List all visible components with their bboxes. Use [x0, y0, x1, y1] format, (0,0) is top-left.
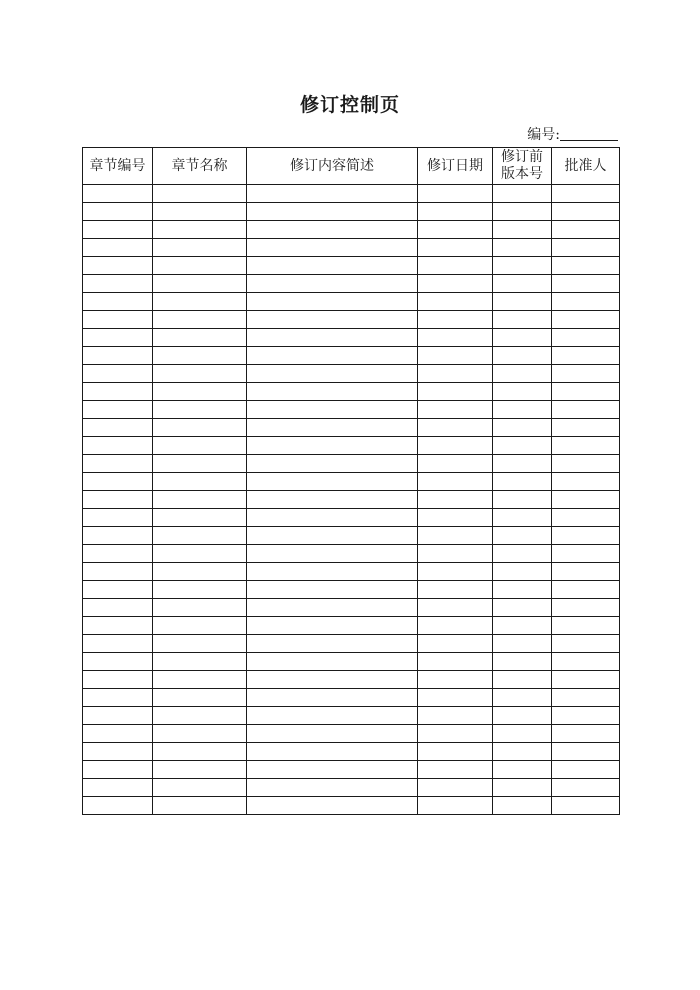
cell-chapter-number[interactable] — [83, 221, 153, 239]
table-row — [83, 275, 620, 293]
cell-chapter-number[interactable] — [83, 653, 153, 671]
cell-revision-date[interactable] — [418, 203, 493, 221]
table-row — [83, 185, 620, 203]
cell-chapter-number[interactable] — [83, 203, 153, 221]
cell-previous-version[interactable] — [493, 581, 552, 599]
cell-revision-summary[interactable] — [247, 437, 418, 455]
cell-revision-date[interactable] — [418, 635, 493, 653]
cell-chapter-name[interactable] — [153, 329, 247, 347]
cell-chapter-number[interactable] — [83, 437, 153, 455]
header-approver: 批准人 — [552, 148, 620, 185]
table-row — [83, 635, 620, 653]
header-revision-summary: 修订内容简述 — [247, 148, 418, 185]
cell-revision-summary[interactable] — [247, 257, 418, 275]
cell-revision-summary[interactable] — [247, 473, 418, 491]
document-number-label: 编号: — [527, 127, 560, 143]
cell-chapter-name[interactable] — [153, 221, 247, 239]
cell-revision-summary[interactable] — [247, 635, 418, 653]
cell-chapter-number[interactable] — [83, 617, 153, 635]
cell-revision-summary[interactable] — [247, 455, 418, 473]
cell-revision-summary[interactable] — [247, 599, 418, 617]
cell-revision-summary[interactable] — [247, 365, 418, 383]
cell-approver[interactable] — [552, 203, 620, 221]
cell-previous-version[interactable] — [493, 653, 552, 671]
cell-revision-date[interactable] — [418, 257, 493, 275]
cell-previous-version[interactable] — [493, 743, 552, 761]
cell-revision-summary[interactable] — [247, 671, 418, 689]
cell-chapter-name[interactable] — [153, 581, 247, 599]
cell-previous-version[interactable] — [493, 311, 552, 329]
cell-revision-date[interactable] — [418, 725, 493, 743]
table-row — [83, 545, 620, 563]
cell-chapter-name[interactable] — [153, 203, 247, 221]
cell-revision-summary[interactable] — [247, 725, 418, 743]
cell-revision-date[interactable] — [418, 401, 493, 419]
cell-previous-version[interactable] — [493, 707, 552, 725]
cell-chapter-number[interactable] — [83, 671, 153, 689]
cell-chapter-name[interactable] — [153, 491, 247, 509]
cell-previous-version[interactable] — [493, 257, 552, 275]
cell-revision-date[interactable] — [418, 455, 493, 473]
table-row — [83, 491, 620, 509]
cell-revision-summary[interactable] — [247, 617, 418, 635]
cell-approver[interactable] — [552, 329, 620, 347]
cell-chapter-number[interactable] — [83, 797, 153, 815]
cell-previous-version[interactable] — [493, 491, 552, 509]
cell-revision-date[interactable] — [418, 653, 493, 671]
cell-previous-version[interactable] — [493, 419, 552, 437]
cell-revision-date[interactable] — [418, 293, 493, 311]
cell-chapter-name[interactable] — [153, 419, 247, 437]
table-row — [83, 779, 620, 797]
cell-revision-summary[interactable] — [247, 797, 418, 815]
cell-revision-date[interactable] — [418, 239, 493, 257]
cell-chapter-name[interactable] — [153, 635, 247, 653]
cell-revision-summary[interactable] — [247, 545, 418, 563]
cell-approver[interactable] — [552, 689, 620, 707]
cell-approver[interactable] — [552, 221, 620, 239]
cell-revision-date[interactable] — [418, 689, 493, 707]
table-row — [83, 401, 620, 419]
cell-revision-date[interactable] — [418, 347, 493, 365]
cell-approver[interactable] — [552, 365, 620, 383]
cell-revision-summary[interactable] — [247, 275, 418, 293]
table-row — [83, 725, 620, 743]
table-row — [83, 653, 620, 671]
cell-revision-summary[interactable] — [247, 419, 418, 437]
table-row — [83, 383, 620, 401]
cell-revision-date[interactable] — [418, 329, 493, 347]
cell-approver[interactable] — [552, 743, 620, 761]
table-row — [83, 761, 620, 779]
cell-approver[interactable] — [552, 293, 620, 311]
cell-previous-version[interactable] — [493, 797, 552, 815]
cell-approver[interactable] — [552, 671, 620, 689]
cell-approver[interactable] — [552, 185, 620, 203]
cell-revision-summary[interactable] — [247, 653, 418, 671]
table-row — [83, 707, 620, 725]
cell-approver[interactable] — [552, 581, 620, 599]
cell-previous-version[interactable] — [493, 221, 552, 239]
cell-revision-summary[interactable] — [247, 707, 418, 725]
cell-chapter-name[interactable] — [153, 545, 247, 563]
table-row — [83, 509, 620, 527]
cell-approver[interactable] — [552, 509, 620, 527]
cell-previous-version[interactable] — [493, 185, 552, 203]
cell-previous-version[interactable] — [493, 599, 552, 617]
cell-chapter-number[interactable] — [83, 311, 153, 329]
cell-previous-version[interactable] — [493, 401, 552, 419]
header-revision-date: 修订日期 — [418, 148, 493, 185]
cell-chapter-number[interactable] — [83, 635, 153, 653]
cell-revision-summary[interactable] — [247, 221, 418, 239]
table-row — [83, 221, 620, 239]
cell-revision-summary[interactable] — [247, 347, 418, 365]
cell-revision-date[interactable] — [418, 563, 493, 581]
cell-previous-version[interactable] — [493, 455, 552, 473]
cell-revision-summary[interactable] — [247, 527, 418, 545]
cell-previous-version[interactable] — [493, 563, 552, 581]
table-row — [83, 743, 620, 761]
cell-chapter-number[interactable] — [83, 563, 153, 581]
cell-chapter-name[interactable] — [153, 797, 247, 815]
cell-revision-date[interactable] — [418, 707, 493, 725]
cell-chapter-name[interactable] — [153, 239, 247, 257]
cell-revision-summary[interactable] — [247, 311, 418, 329]
cell-revision-summary[interactable] — [247, 383, 418, 401]
cell-previous-version[interactable] — [493, 509, 552, 527]
cell-revision-summary[interactable] — [247, 491, 418, 509]
cell-chapter-number[interactable] — [83, 527, 153, 545]
cell-approver[interactable] — [552, 707, 620, 725]
table-row — [83, 797, 620, 815]
cell-approver[interactable] — [552, 653, 620, 671]
page-title: 修订控制页 — [299, 94, 400, 116]
cell-chapter-number[interactable] — [83, 761, 153, 779]
cell-chapter-number[interactable] — [83, 779, 153, 797]
header-chapter-name: 章节名称 — [153, 148, 247, 185]
cell-revision-date[interactable] — [418, 797, 493, 815]
cell-previous-version[interactable] — [493, 689, 552, 707]
cell-chapter-name[interactable] — [153, 617, 247, 635]
table-row — [83, 329, 620, 347]
cell-revision-date[interactable] — [418, 473, 493, 491]
table-row — [83, 599, 620, 617]
table-row — [83, 689, 620, 707]
cell-chapter-number[interactable] — [83, 509, 153, 527]
cell-previous-version[interactable] — [493, 383, 552, 401]
cell-chapter-name[interactable] — [153, 257, 247, 275]
table-row — [83, 239, 620, 257]
cell-revision-summary[interactable] — [247, 743, 418, 761]
cell-previous-version[interactable] — [493, 239, 552, 257]
cell-revision-date[interactable] — [418, 509, 493, 527]
cell-chapter-number[interactable] — [83, 293, 153, 311]
cell-revision-date[interactable] — [418, 419, 493, 437]
cell-revision-date[interactable] — [418, 761, 493, 779]
cell-approver[interactable] — [552, 383, 620, 401]
cell-chapter-name[interactable] — [153, 293, 247, 311]
cell-chapter-number[interactable] — [83, 185, 153, 203]
cell-revision-date[interactable] — [418, 275, 493, 293]
table-row — [83, 563, 620, 581]
cell-chapter-number[interactable] — [83, 401, 153, 419]
cell-revision-summary[interactable] — [247, 689, 418, 707]
cell-approver[interactable] — [552, 347, 620, 365]
cell-chapter-number[interactable] — [83, 689, 153, 707]
table-row — [83, 293, 620, 311]
cell-chapter-name[interactable] — [153, 365, 247, 383]
cell-chapter-name[interactable] — [153, 455, 247, 473]
cell-previous-version[interactable] — [493, 671, 552, 689]
cell-previous-version[interactable] — [493, 203, 552, 221]
cell-revision-date[interactable] — [418, 185, 493, 203]
table-row — [83, 347, 620, 365]
cell-revision-date[interactable] — [418, 437, 493, 455]
table-body — [83, 185, 620, 815]
cell-chapter-name[interactable] — [153, 473, 247, 491]
cell-previous-version[interactable] — [493, 365, 552, 383]
cell-chapter-number[interactable] — [83, 383, 153, 401]
cell-previous-version[interactable] — [493, 473, 552, 491]
cell-chapter-number[interactable] — [83, 473, 153, 491]
table-row — [83, 365, 620, 383]
cell-revision-summary[interactable] — [247, 329, 418, 347]
cell-revision-date[interactable] — [418, 599, 493, 617]
cell-chapter-name[interactable] — [153, 725, 247, 743]
cell-chapter-number[interactable] — [83, 275, 153, 293]
cell-chapter-number[interactable] — [83, 455, 153, 473]
cell-chapter-name[interactable] — [153, 185, 247, 203]
cell-approver[interactable] — [552, 599, 620, 617]
cell-previous-version[interactable] — [493, 545, 552, 563]
revision-table — [82, 147, 620, 815]
cell-approver[interactable] — [552, 311, 620, 329]
cell-chapter-name[interactable] — [153, 509, 247, 527]
cell-chapter-name[interactable] — [153, 401, 247, 419]
cell-previous-version[interactable] — [493, 275, 552, 293]
cell-chapter-number[interactable] — [83, 725, 153, 743]
cell-chapter-name[interactable] — [153, 527, 247, 545]
table-header-row — [83, 148, 620, 185]
cell-previous-version[interactable] — [493, 617, 552, 635]
cell-previous-version[interactable] — [493, 725, 552, 743]
cell-revision-date[interactable] — [418, 311, 493, 329]
cell-approver[interactable] — [552, 275, 620, 293]
cell-chapter-name[interactable] — [153, 653, 247, 671]
cell-revision-date[interactable] — [418, 221, 493, 239]
cell-revision-date[interactable] — [418, 617, 493, 635]
cell-chapter-number[interactable] — [83, 545, 153, 563]
cell-revision-date[interactable] — [418, 743, 493, 761]
document-number-field[interactable] — [560, 126, 618, 141]
cell-revision-summary[interactable] — [247, 581, 418, 599]
table-row — [83, 419, 620, 437]
header-chapter-number: 章节编号 — [83, 148, 153, 185]
cell-revision-date[interactable] — [418, 491, 493, 509]
cell-chapter-name[interactable] — [153, 779, 247, 797]
cell-revision-date[interactable] — [418, 581, 493, 599]
cell-revision-summary[interactable] — [247, 563, 418, 581]
document-number — [460, 124, 618, 144]
cell-chapter-number[interactable] — [83, 239, 153, 257]
cell-chapter-name[interactable] — [153, 599, 247, 617]
cell-approver[interactable] — [552, 761, 620, 779]
cell-revision-date[interactable] — [418, 527, 493, 545]
cell-chapter-name[interactable] — [153, 743, 247, 761]
cell-revision-summary[interactable] — [247, 185, 418, 203]
cell-revision-summary[interactable] — [247, 761, 418, 779]
cell-chapter-name[interactable] — [153, 383, 247, 401]
cell-chapter-number[interactable] — [83, 599, 153, 617]
cell-approver[interactable] — [552, 491, 620, 509]
cell-approver[interactable] — [552, 527, 620, 545]
cell-previous-version[interactable] — [493, 761, 552, 779]
table-row — [83, 473, 620, 491]
cell-chapter-number[interactable] — [83, 329, 153, 347]
cell-approver[interactable] — [552, 473, 620, 491]
cell-revision-summary[interactable] — [247, 203, 418, 221]
table-row — [83, 527, 620, 545]
cell-approver[interactable] — [552, 455, 620, 473]
cell-chapter-name[interactable] — [153, 275, 247, 293]
cell-revision-summary[interactable] — [247, 509, 418, 527]
cell-approver[interactable] — [552, 401, 620, 419]
cell-chapter-name[interactable] — [153, 311, 247, 329]
cell-previous-version[interactable] — [493, 347, 552, 365]
cell-chapter-number[interactable] — [83, 491, 153, 509]
table-row — [83, 671, 620, 689]
cell-chapter-name[interactable] — [153, 437, 247, 455]
cell-chapter-name[interactable] — [153, 563, 247, 581]
cell-approver[interactable] — [552, 239, 620, 257]
cell-previous-version[interactable] — [493, 635, 552, 653]
cell-chapter-name[interactable] — [153, 671, 247, 689]
cell-approver[interactable] — [552, 545, 620, 563]
cell-approver[interactable] — [552, 563, 620, 581]
cell-chapter-number[interactable] — [83, 365, 153, 383]
cell-chapter-name[interactable] — [153, 689, 247, 707]
cell-revision-date[interactable] — [418, 383, 493, 401]
cell-revision-summary[interactable] — [247, 239, 418, 257]
cell-revision-date[interactable] — [418, 365, 493, 383]
cell-previous-version[interactable] — [493, 779, 552, 797]
cell-approver[interactable] — [552, 257, 620, 275]
table-row — [83, 437, 620, 455]
cell-chapter-number[interactable] — [83, 707, 153, 725]
cell-previous-version[interactable] — [493, 329, 552, 347]
cell-chapter-number[interactable] — [83, 257, 153, 275]
cell-previous-version[interactable] — [493, 437, 552, 455]
cell-revision-summary[interactable] — [247, 401, 418, 419]
cell-revision-date[interactable] — [418, 545, 493, 563]
cell-previous-version[interactable] — [493, 527, 552, 545]
cell-chapter-name[interactable] — [153, 347, 247, 365]
cell-revision-summary[interactable] — [247, 293, 418, 311]
cell-approver[interactable] — [552, 617, 620, 635]
cell-revision-date[interactable] — [418, 779, 493, 797]
table-row — [83, 581, 620, 599]
cell-approver[interactable] — [552, 797, 620, 815]
table-row — [83, 617, 620, 635]
cell-approver[interactable] — [552, 437, 620, 455]
header-previous-version: 修订前 版本号 — [493, 148, 552, 185]
cell-chapter-name[interactable] — [153, 761, 247, 779]
cell-chapter-name[interactable] — [153, 707, 247, 725]
table-row — [83, 455, 620, 473]
table-row — [83, 311, 620, 329]
cell-chapter-number[interactable] — [83, 419, 153, 437]
table-row — [83, 257, 620, 275]
cell-revision-summary[interactable] — [247, 779, 418, 797]
cell-previous-version[interactable] — [493, 293, 552, 311]
cell-chapter-number[interactable] — [83, 347, 153, 365]
cell-chapter-number[interactable] — [83, 581, 153, 599]
cell-approver[interactable] — [552, 635, 620, 653]
cell-approver[interactable] — [552, 419, 620, 437]
cell-chapter-number[interactable] — [83, 743, 153, 761]
table-row — [83, 203, 620, 221]
cell-approver[interactable] — [552, 779, 620, 797]
cell-approver[interactable] — [552, 725, 620, 743]
cell-revision-date[interactable] — [418, 671, 493, 689]
